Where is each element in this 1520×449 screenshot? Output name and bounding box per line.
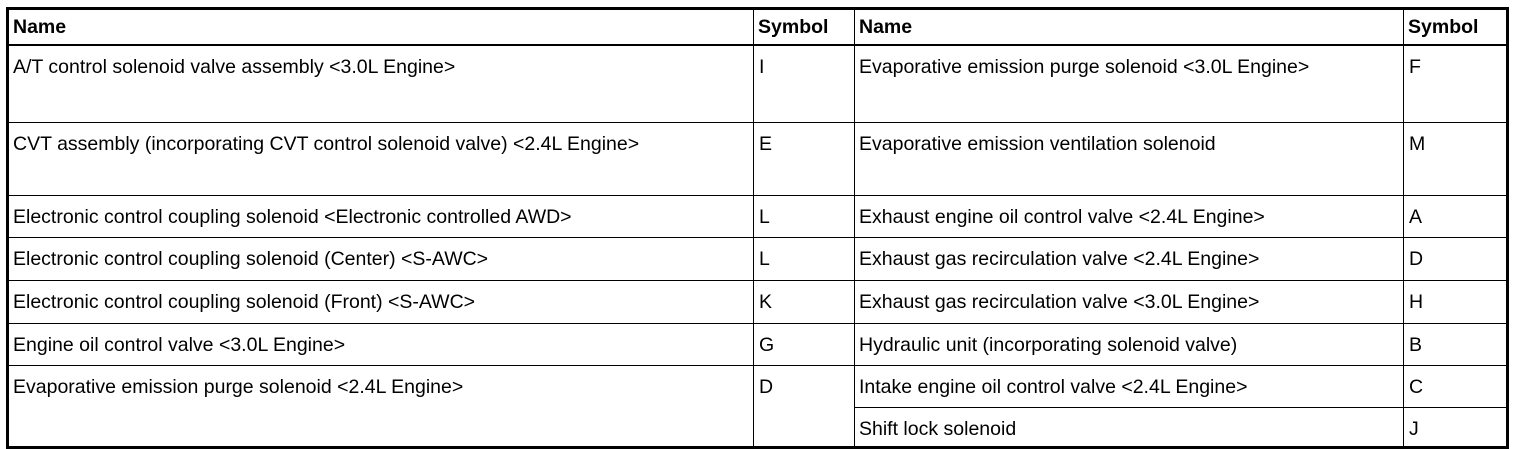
right-symbol-cell: F: [1404, 45, 1508, 122]
right-symbol-cell: A: [1404, 195, 1508, 237]
left-symbol-cell: [754, 407, 855, 447]
header-name-right: Name: [855, 9, 1404, 46]
left-symbol-cell: L: [754, 237, 855, 280]
right-name-cell: Hydraulic unit (incorporating solenoid valve): [855, 323, 1404, 365]
left-symbol-cell: I: [754, 45, 855, 122]
document-container: [6, 7, 1509, 449]
right-name-cell: Exhaust engine oil control valve <2.4L Engine>: [855, 195, 1404, 237]
right-symbol-cell: C: [1404, 365, 1508, 407]
right-symbol-cell: B: [1404, 323, 1508, 365]
right-symbol-cell: M: [1404, 122, 1508, 195]
right-name-cell: Evaporative emission ventilation solenoid: [855, 122, 1404, 195]
left-name-cell: Electronic control coupling solenoid <Electronic controlled AWD>: [8, 195, 754, 237]
left-name-cell: A/T control solenoid valve assembly <3.0L Engine>: [8, 45, 754, 122]
right-symbol-cell: J: [1404, 407, 1508, 447]
table-row: [8, 323, 1508, 365]
right-name-cell: Shift lock solenoid: [855, 407, 1404, 447]
right-name-cell: Exhaust gas recirculation valve <3.0L Engine>: [855, 280, 1404, 323]
table-row: [8, 365, 1508, 407]
table-row: [8, 45, 1508, 122]
left-symbol-cell: E: [754, 122, 855, 195]
left-name-cell: Electronic control coupling solenoid (Front) <S-AWC>: [8, 280, 754, 323]
right-name-cell: Evaporative emission purge solenoid <3.0L Engine>: [855, 45, 1404, 122]
table-row: [8, 407, 1508, 447]
table-row: [8, 237, 1508, 280]
right-name-cell: Exhaust gas recirculation valve <2.4L Engine>: [855, 237, 1404, 280]
left-symbol-cell: G: [754, 323, 855, 365]
header-symbol-right: Symbol: [1404, 9, 1508, 46]
left-name-cell: Electronic control coupling solenoid (Center) <S-AWC>: [8, 237, 754, 280]
right-symbol-cell: H: [1404, 280, 1508, 323]
table-row: [8, 195, 1508, 237]
left-name-cell: CVT assembly (incorporating CVT control solenoid valve) <2.4L Engine>: [8, 122, 754, 195]
left-name-cell: [8, 407, 754, 447]
table-row: [8, 280, 1508, 323]
right-name-cell: Intake engine oil control valve <2.4L Engine>: [855, 365, 1404, 407]
right-symbol-cell: D: [1404, 237, 1508, 280]
left-name-cell: Engine oil control valve <3.0L Engine>: [8, 323, 754, 365]
left-symbol-cell: K: [754, 280, 855, 323]
left-symbol-cell: L: [754, 195, 855, 237]
header-name-left: Name: [8, 9, 754, 46]
left-symbol-cell: D: [754, 365, 855, 407]
left-name-cell: Evaporative emission purge solenoid <2.4L Engine>: [8, 365, 754, 407]
header-row: [8, 9, 1508, 46]
header-symbol-left: Symbol: [754, 9, 855, 46]
solenoid-symbol-table: [6, 7, 1509, 449]
table-row: [8, 122, 1508, 195]
